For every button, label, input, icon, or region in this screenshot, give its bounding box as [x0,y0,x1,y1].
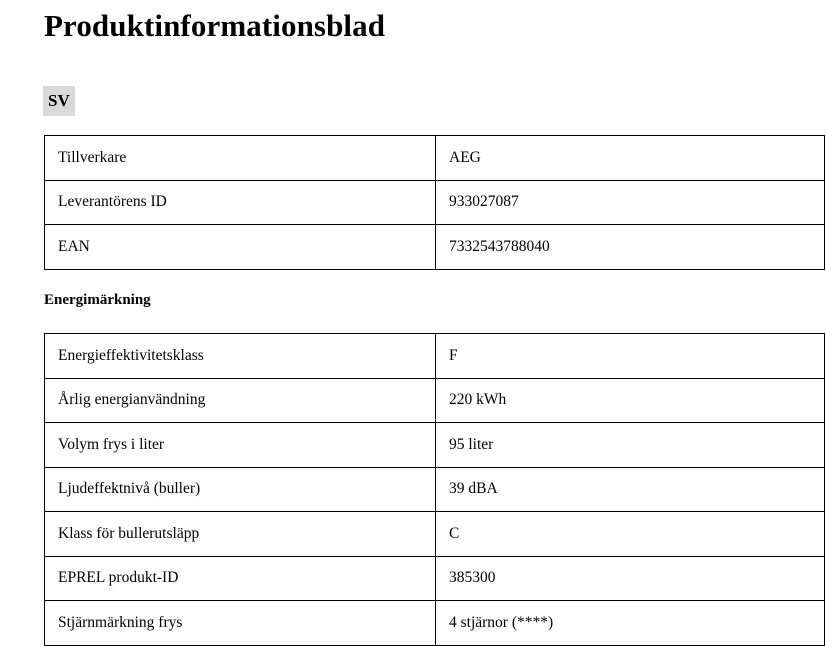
row-label-ean: EAN [45,225,436,270]
row-value-star-rating: 4 stjärnor (****) [436,601,825,646]
energy-section-heading: Energimärkning [44,292,151,308]
row-label-supplier-id: Leverantörens ID [45,180,436,225]
table-row [45,180,825,225]
row-label-star-rating: Stjärnmärkning frys [45,601,436,646]
table-row [45,467,825,512]
row-value-freezer-volume: 95 liter [436,423,825,468]
row-value-eprel-id: 385300 [436,556,825,601]
row-value-annual-energy: 220 kWh [436,378,825,423]
row-label-noise-class: Klass för bullerutsläpp [45,512,436,557]
table-row [45,225,825,270]
row-label-annual-energy: Årlig energianvändning [45,378,436,423]
general-info-table [44,135,825,270]
row-label-noise-level: Ljudeffektnivå (buller) [45,467,436,512]
table-row [45,512,825,557]
row-value-noise-class: C [436,512,825,557]
table-row [45,334,825,379]
row-value-ean: 7332543788040 [436,225,825,270]
row-label-freezer-volume: Volym frys i liter [45,423,436,468]
table-row [45,136,825,181]
table-row [45,556,825,601]
language-badge: SV [43,86,75,116]
table-row [45,423,825,468]
row-label-eprel-id: EPREL produkt-ID [45,556,436,601]
row-value-manufacturer: AEG [436,136,825,181]
row-value-noise-level: 39 dBA [436,467,825,512]
row-value-energy-class: F [436,334,825,379]
row-label-manufacturer: Tillverkare [45,136,436,181]
page-title: Produktinformationsblad [44,8,386,43]
table-row [45,601,825,646]
table-row [45,378,825,423]
energy-label-table [44,333,825,646]
row-value-supplier-id: 933027087 [436,180,825,225]
row-label-energy-class: Energieffektivitetsklass [45,334,436,379]
